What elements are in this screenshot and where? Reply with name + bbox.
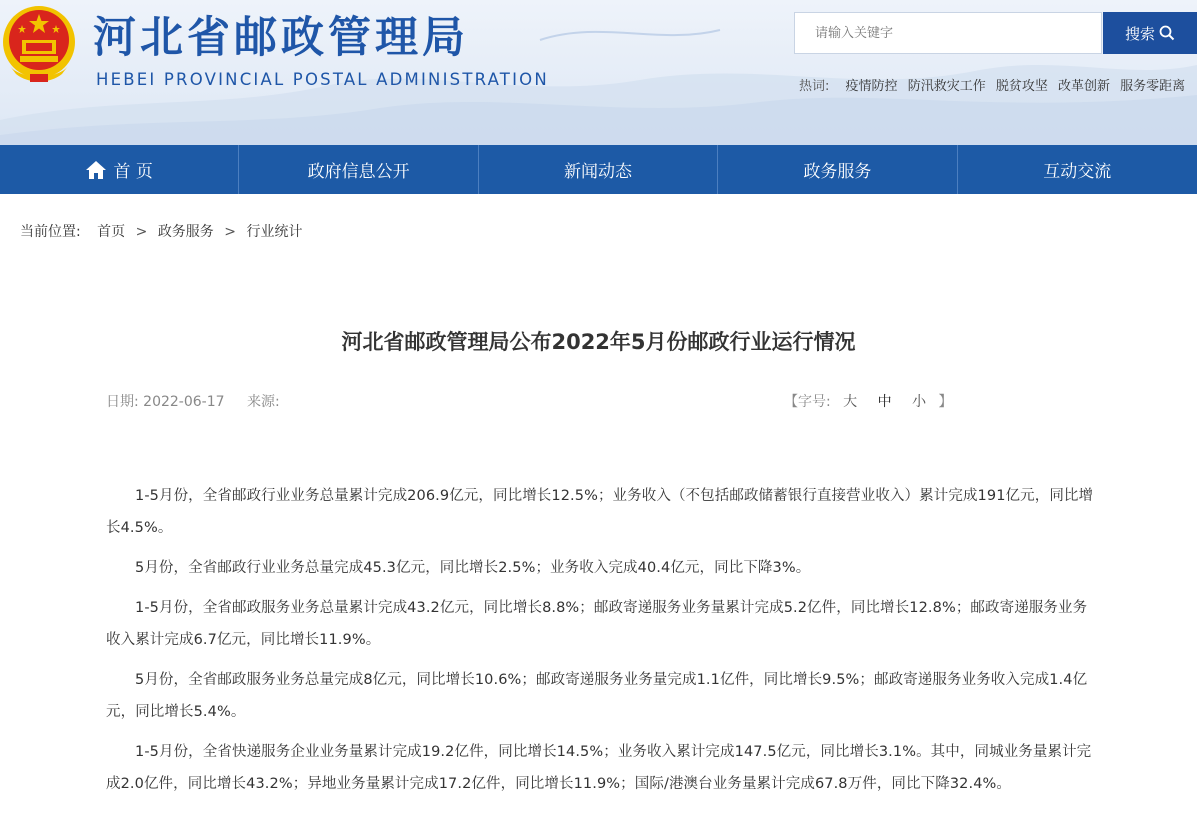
home-icon [85,160,107,180]
nav-item-gov-info[interactable] [239,145,478,194]
main-nav [0,145,1197,194]
article-paragraph: 1-5月份，全省邮政服务业务总量累计完成43.2亿元，同比增长8.8%；邮政寄递服务业务量累计完成5.2亿件，同比增长12.8%；邮政寄递服务业务收入累计完成6.7亿元，同比增长11.9%。 [106,600,1088,648]
search-button-label: 搜索 [1124,24,1155,43]
source-label: 来源: [247,394,280,410]
hotwords-label: 热词: [799,79,830,94]
date-label: 日期: [106,394,139,410]
hotword-link[interactable]: 疫情防控 [845,79,898,94]
nav-item-label: 首 页 [113,162,153,182]
national-emblem [0,0,78,86]
search-box [794,12,1102,54]
breadcrumb-link[interactable]: 行业统计 [246,224,303,240]
font-size-close: 】 [938,394,953,410]
font-size-medium[interactable]: 中 [877,394,892,410]
article-meta [106,391,280,411]
article-title: 河北省邮政管理局公布2022年5月份邮政行业运行情况 [341,330,856,354]
font-size-label: 【字号: [784,394,831,410]
breadcrumb-label: 当前位置: [20,224,81,240]
nav-item-home[interactable] [0,145,239,194]
nav-item-label: 政务服务 [803,162,872,182]
breadcrumb [20,221,302,241]
breadcrumb-separator: > [224,224,236,240]
font-size-small[interactable]: 小 [912,394,927,410]
hotword-link[interactable]: 脱贫攻坚 [995,79,1048,94]
site-subtitle: HEBEI PROVINCIAL POSTAL ADMINISTRATION [96,70,549,89]
nav-item-label: 互动交流 [1043,162,1112,182]
nav-item-services[interactable] [718,145,957,194]
site-header [0,0,1197,145]
breadcrumb-link[interactable]: 首页 [97,224,126,240]
nav-item-interaction[interactable] [958,145,1197,194]
nav-item-label: 政府信息公开 [307,162,410,182]
article-paragraph: 1-5月份，全省邮政行业业务总量累计完成206.9亿元，同比增长12.5%；业务收入（不包括邮政储蓄银行直接营业收入）累计完成191亿元，同比增长4.5%。 [106,488,1094,536]
article-date: 2022-06-17 [143,394,225,410]
breadcrumb-separator: > [135,224,148,240]
search-input[interactable] [795,13,1101,53]
hotword-link[interactable]: 服务零距离 [1120,79,1186,94]
article-paragraph: 5月份，全省邮政服务业务总量完成8亿元，同比增长10.6%；邮政寄递服务业务量完成1.1亿件，同比增长9.5%；邮政寄递服务业务收入完成1.4亿元，同比增长5.4%。 [106,672,1088,720]
hotword-link[interactable]: 防汛救灾工作 [907,79,986,94]
article-paragraph: 1-5月份，全省快递服务企业业务量累计完成19.2亿件，同比增长14.5%；业务收入累计完成147.5亿元，同比增长3.1%。其中，同城业务量累计完成2.0亿件，同比增长43.2%；异地业务量累计完成17.2亿件，同比增长11.9%；国际/港澳台业务量累计完成67.8万件，同比下降32.4%。 [106,744,1092,792]
search-icon [1159,25,1175,41]
article-paragraph: 5月份，全省邮政行业业务总量完成45.3亿元，同比增长2.5%；业务收入完成40.4亿元，同比下降3%。 [135,560,811,576]
breadcrumb-link[interactable]: 政务服务 [157,224,214,240]
nav-item-label: 新闻动态 [563,162,632,182]
site-title: 河北省邮政管理局 [93,13,469,63]
font-size-large[interactable]: 大 [843,394,858,410]
article-content [106,480,1094,808]
search-button[interactable] [1103,12,1197,54]
nav-item-news[interactable] [479,145,718,194]
hotwords [799,75,1191,94]
font-size-switcher [784,391,953,411]
hotword-link[interactable]: 改革创新 [1058,79,1111,94]
